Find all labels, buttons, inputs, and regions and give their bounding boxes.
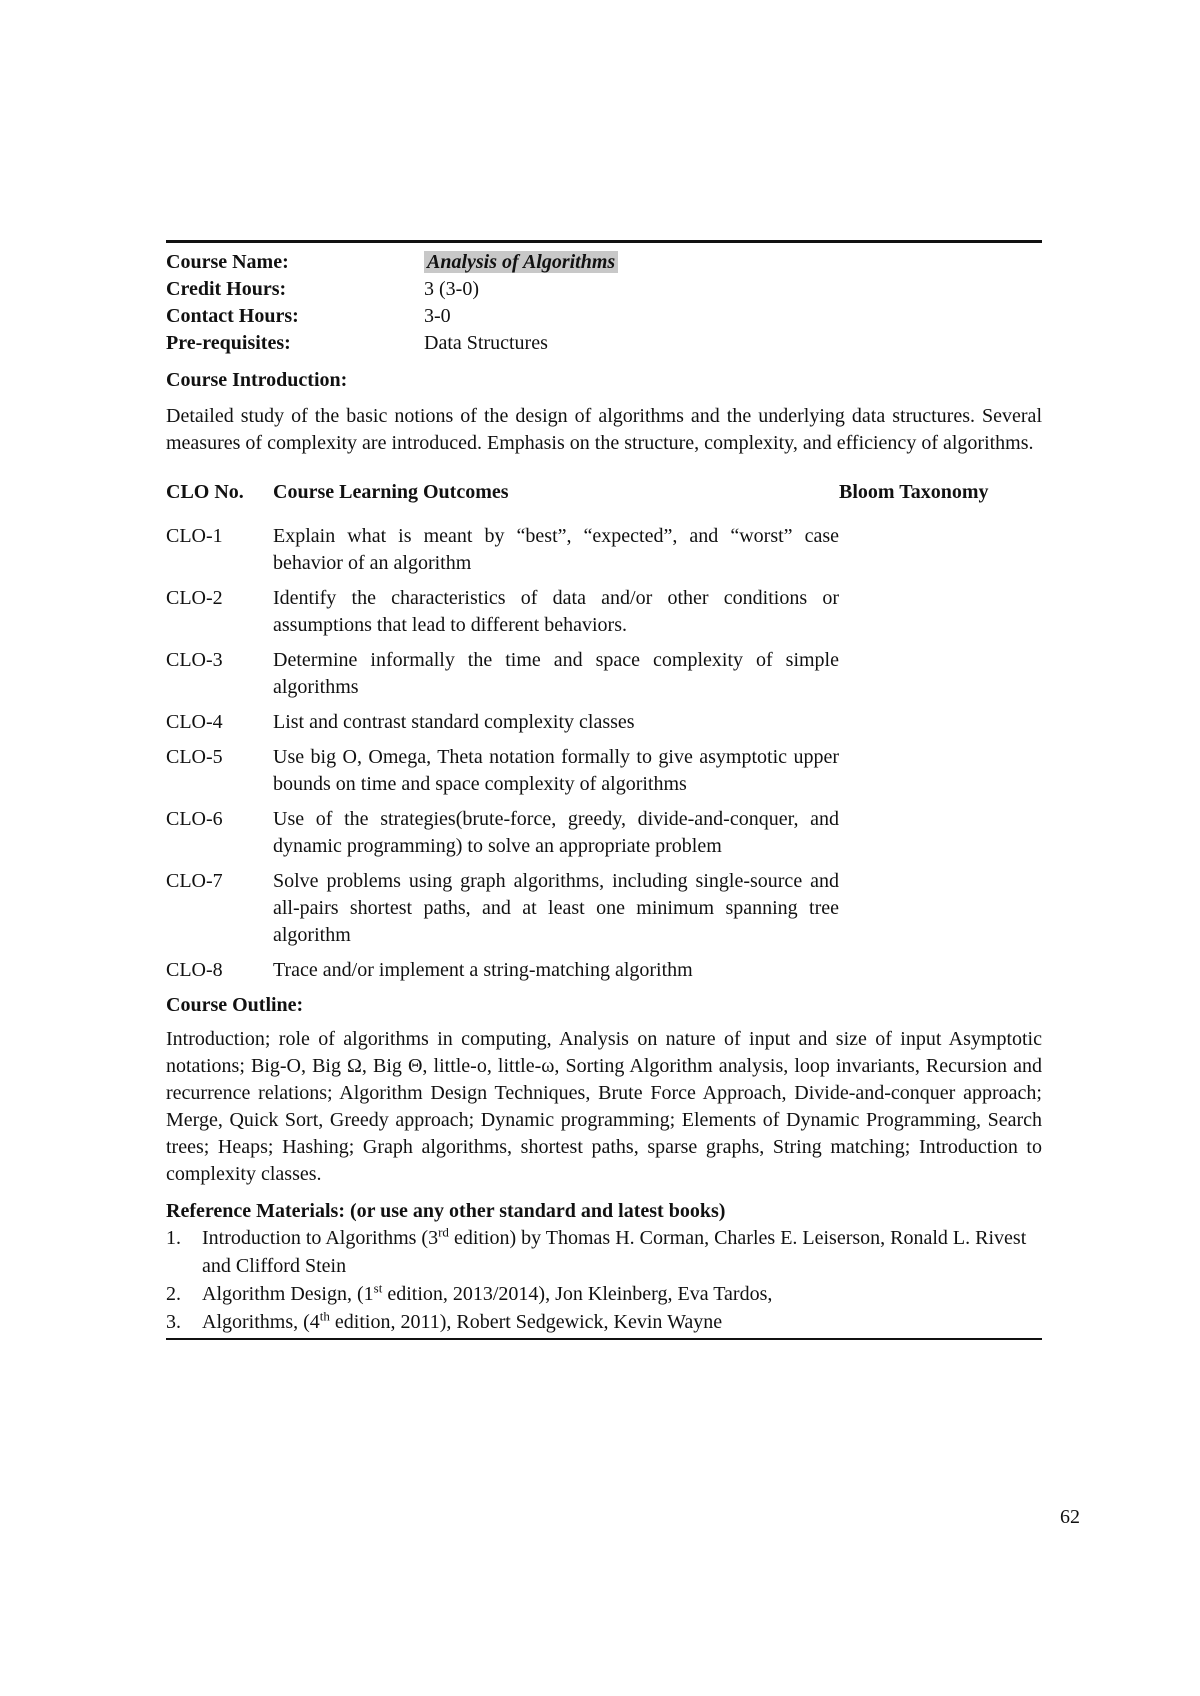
outline-text: Introduction; role of algorithms in computing, Analysis on nature of input and size of input Asymptotic notations; Big-O, Big Ω, Big Θ, little-o, little-ω, Sorting Algorithm analysis, loop invariants, Recursion and recurrence relations; Algorithm Design Techniques, Brute Force Approach, Divide-and-conquer approach; Merge, Quick Sort, Greedy approach; Dynamic programming; Elements of Dynamic Programming, Search trees; Heaps; Hashing; Graph algorithms, shortest paths, sparse graphs, String matching; Introduction to complexity classes. bbox=[166, 1028, 1042, 1185]
introduction-text: Detailed study of the basic notions of the design of algorithms and the underlying data structures. Several measures of complexity are introduced. Emphasis on the structure, complexity, and efficiency of algorithms. bbox=[166, 405, 1042, 454]
bloom-taxonomy-header: Bloom Taxonomy bbox=[839, 481, 989, 503]
reference-item bbox=[166, 1280, 1042, 1308]
clo-row bbox=[166, 744, 1042, 798]
clo-number: CLO-2 bbox=[166, 587, 223, 609]
clo-outcomes-header: Course Learning Outcomes bbox=[273, 481, 509, 503]
clo-row bbox=[166, 868, 1042, 949]
credit-hours-label: Credit Hours: bbox=[166, 278, 287, 300]
course-name-value: Analysis of Algorithms bbox=[424, 251, 618, 273]
reference-item bbox=[166, 1224, 1042, 1280]
introduction-heading: Course Introduction: bbox=[166, 369, 348, 391]
course-document bbox=[166, 240, 1042, 1340]
clo-outcome: Explain what is meant by “best”, “expected”, and “worst” case behavior of an algorithm bbox=[273, 525, 839, 574]
clo-number: CLO-1 bbox=[166, 525, 223, 547]
contact-hours-value: 3-0 bbox=[424, 305, 451, 327]
contact-hours-row bbox=[166, 303, 1042, 330]
clo-outcome: Solve problems using graph algorithms, including single-source and all-pairs shortest paths, and at least one minimum spanning tree algorithm bbox=[273, 870, 839, 946]
contact-hours-label: Contact Hours: bbox=[166, 305, 299, 327]
reference-text: Algorithms, (4th edition, 2011), Robert Sedgewick, Kevin Wayne bbox=[202, 1308, 723, 1333]
clo-no-header: CLO No. bbox=[166, 481, 244, 503]
prerequisites-value: Data Structures bbox=[424, 332, 548, 354]
clo-row bbox=[166, 957, 1042, 984]
clo-outcome: Use big O, Omega, Theta notation formally to give asymptotic upper bounds on time and space complexity of algorithms bbox=[273, 746, 839, 795]
course-name-label: Course Name: bbox=[166, 251, 289, 273]
course-name-row bbox=[166, 249, 1042, 276]
clo-row bbox=[166, 585, 1042, 639]
credit-hours-value: 3 (3-0) bbox=[424, 278, 479, 300]
reference-item bbox=[166, 1308, 1042, 1336]
credit-hours-row bbox=[166, 276, 1042, 303]
clo-table-header bbox=[166, 479, 1042, 505]
clo-outcome: List and contrast standard complexity classes bbox=[273, 711, 635, 733]
clo-row bbox=[166, 647, 1042, 701]
clo-table-body bbox=[166, 523, 1042, 984]
clo-outcome: Trace and/or implement a string-matching algorithm bbox=[273, 959, 693, 981]
course-info-block bbox=[166, 249, 1042, 357]
clo-number: CLO-3 bbox=[166, 649, 223, 671]
clo-number: CLO-8 bbox=[166, 959, 223, 981]
clo-row bbox=[166, 523, 1042, 577]
clo-number: CLO-5 bbox=[166, 746, 223, 768]
reference-number: 3. bbox=[166, 1311, 181, 1333]
clo-outcome: Determine informally the time and space complexity of simple algorithms bbox=[273, 649, 839, 698]
reference-number: 2. bbox=[166, 1283, 181, 1305]
top-rule bbox=[166, 240, 1042, 243]
references-heading: Reference Materials: (or use any other standard and latest books) bbox=[166, 1200, 726, 1222]
clo-outcome: Identify the characteristics of data and/or other conditions or assumptions that lead to different behaviors. bbox=[273, 587, 839, 636]
outline-heading: Course Outline: bbox=[166, 994, 304, 1016]
page-number: 62 bbox=[1060, 1506, 1080, 1528]
clo-outcome: Use of the strategies(brute-force, greedy, divide-and-conquer, and dynamic programming) to solve an appropriate problem bbox=[273, 808, 839, 857]
bottom-rule bbox=[166, 1338, 1042, 1340]
clo-row bbox=[166, 806, 1042, 860]
reference-list bbox=[166, 1224, 1042, 1336]
clo-number: CLO-4 bbox=[166, 711, 223, 733]
reference-text: Introduction to Algorithms (3rd edition) by Thomas H. Corman, Charles E. Leiserson, Ronald L. Rivest and Clifford Stein bbox=[202, 1224, 1027, 1277]
clo-row bbox=[166, 709, 1042, 736]
prerequisites-row bbox=[166, 330, 1042, 357]
clo-number: CLO-7 bbox=[166, 870, 223, 892]
reference-number: 1. bbox=[166, 1227, 181, 1249]
prerequisites-label: Pre-requisites: bbox=[166, 332, 291, 354]
reference-text: Algorithm Design, (1st edition, 2013/2014), Jon Kleinberg, Eva Tardos, bbox=[202, 1280, 773, 1305]
clo-number: CLO-6 bbox=[166, 808, 223, 830]
